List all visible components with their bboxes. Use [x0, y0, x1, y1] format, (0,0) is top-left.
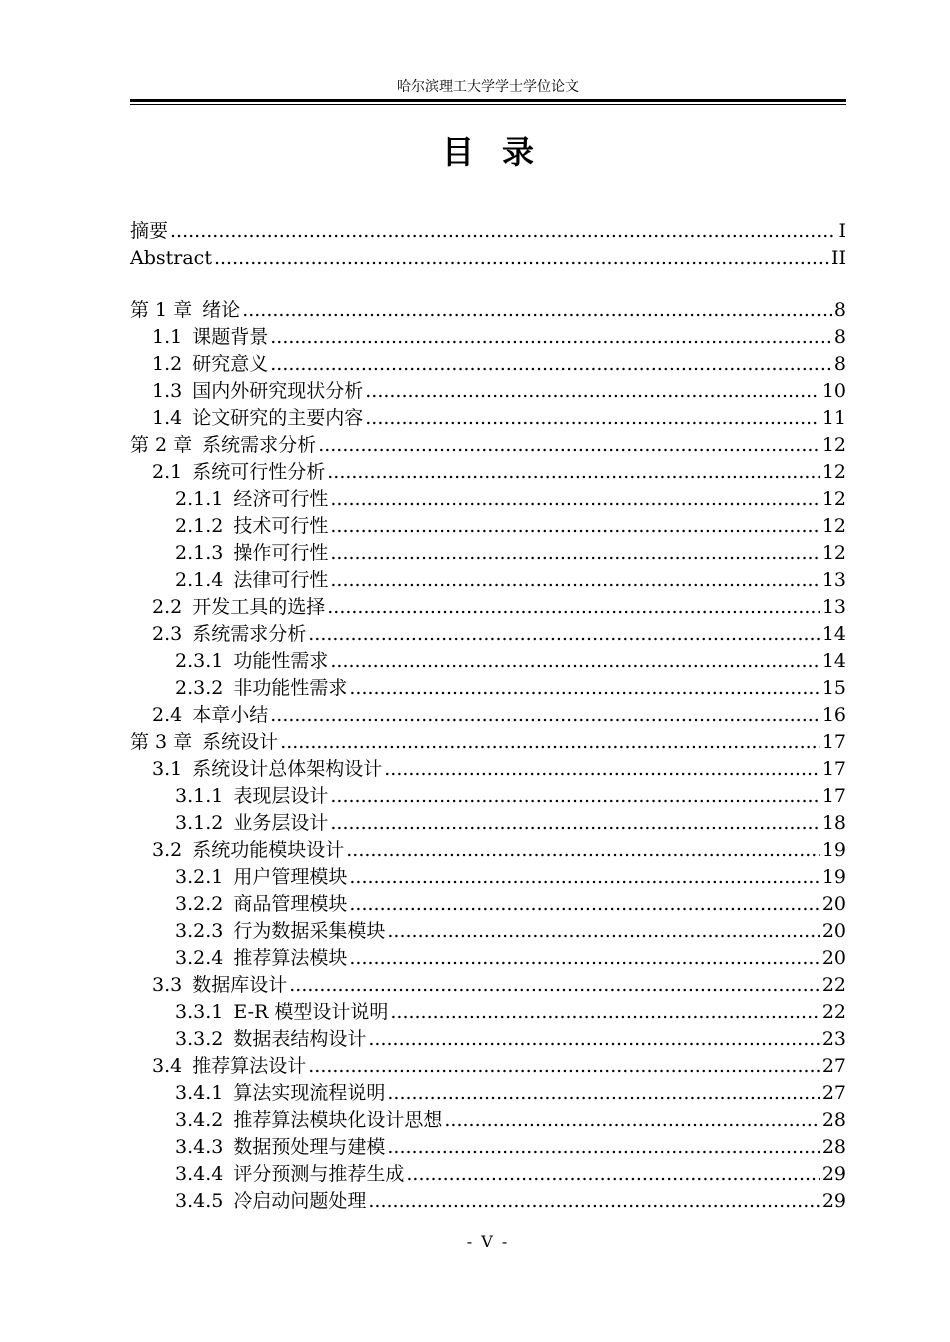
toc-entry-number: 2.1.4: [175, 569, 224, 591]
toc-entry-page: 16: [821, 704, 846, 726]
toc-entry-page: 8: [833, 353, 846, 375]
toc-entry[interactable]: [130, 567, 846, 594]
toc-entry[interactable]: [130, 218, 846, 245]
toc-entry[interactable]: [130, 245, 846, 272]
toc-title: 目录: [441, 133, 562, 171]
toc-entry-label: 开发工具的选择: [192, 596, 326, 618]
toc-dot-leader: [318, 432, 820, 459]
toc-dot-leader: [349, 945, 819, 972]
toc-entry-label: 业务层设计: [233, 812, 329, 834]
toc-dot-leader: [387, 1080, 819, 1107]
toc-entry-label: 数据表结构设计: [233, 1028, 367, 1050]
toc-entry-page: 27: [821, 1082, 846, 1104]
header-rule-thin: [130, 104, 846, 105]
toc-entry-label: 国内外研究现状分析: [192, 380, 364, 402]
toc-dot-leader: [349, 891, 819, 918]
toc-entry[interactable]: [130, 864, 846, 891]
toc-entry-number: 第 1 章: [130, 299, 193, 321]
toc-entry-number: 3.3.1: [175, 1001, 224, 1023]
toc-entry-page: 12: [821, 461, 846, 483]
toc-entry-label: 本章小结: [192, 704, 269, 726]
toc-entry-page: 14: [821, 623, 846, 645]
toc-entry-number: 3.4.3: [175, 1136, 224, 1158]
toc-dot-leader: [368, 1026, 819, 1053]
toc-dot-leader: [444, 1107, 819, 1134]
toc-entry-label: 非功能性需求: [233, 677, 348, 699]
toc-entry[interactable]: [130, 1188, 846, 1215]
toc-dot-leader: [387, 918, 819, 945]
toc-entry[interactable]: [130, 837, 846, 864]
toc-entry[interactable]: [130, 621, 846, 648]
toc-entry[interactable]: [130, 810, 846, 837]
toc-entry-page: 20: [821, 947, 846, 969]
toc-entry-label: 绪论: [202, 299, 241, 321]
toc-entry-page: 20: [821, 893, 846, 915]
toc-entry-number: 3.4.2: [175, 1109, 224, 1131]
toc-dot-leader: [170, 218, 836, 245]
toc-dot-leader: [365, 405, 820, 432]
toc-entry-page: II: [830, 247, 846, 269]
toc-entry-number: 3.2.3: [175, 920, 224, 942]
toc-entry-page: 10: [821, 380, 846, 402]
toc-entry-label: 操作可行性: [233, 542, 329, 564]
toc-entry-page: 12: [821, 515, 846, 537]
toc-dot-leader: [349, 864, 819, 891]
toc-entry-label: 系统需求分析: [202, 434, 317, 456]
toc-entry[interactable]: [130, 675, 846, 702]
toc-entry[interactable]: [130, 1080, 846, 1107]
toc-entry-page: 22: [821, 974, 846, 996]
toc-entry-label: 数据预处理与建模: [233, 1136, 386, 1158]
toc-entry-label: 技术可行性: [233, 515, 329, 537]
toc-entry-number: 3.2.1: [175, 866, 224, 888]
running-header: 哈尔滨理工大学学士学位论文: [397, 79, 579, 95]
toc-entry-page: 12: [821, 488, 846, 510]
toc-entry-page: 13: [821, 596, 846, 618]
toc-entry[interactable]: [130, 729, 846, 756]
toc-dot-leader: [368, 1188, 819, 1215]
header-rule-thick: [130, 99, 846, 102]
toc-entry-label: 系统设计总体架构设计: [192, 758, 383, 780]
toc-entry-page: 20: [821, 920, 846, 942]
toc-entry[interactable]: [130, 1107, 846, 1134]
toc-entry-number: 3.1.1: [175, 785, 224, 807]
toc-entry[interactable]: [130, 378, 846, 405]
toc-entry-number: 2.4: [152, 704, 183, 726]
toc-entry[interactable]: [130, 486, 846, 513]
toc-dot-leader: [330, 567, 819, 594]
toc-entry[interactable]: [130, 891, 846, 918]
toc-dot-leader: [270, 351, 832, 378]
toc-entry[interactable]: [130, 918, 846, 945]
toc-entry-label: 系统可行性分析: [192, 461, 326, 483]
toc-entry-label: 系统功能模块设计: [192, 839, 345, 861]
toc-entry-label: 推荐算法模块化设计思想: [233, 1109, 443, 1131]
toc-entry-number: 第 2 章: [130, 434, 193, 456]
toc-entry-page: 12: [821, 434, 846, 456]
toc-entry[interactable]: [130, 999, 846, 1026]
toc-entry-label: 推荐算法设计: [192, 1055, 307, 1077]
toc-entry-number: 1.2: [152, 353, 183, 375]
toc-entry-label: 数据库设计: [192, 974, 288, 996]
toc-entry[interactable]: [130, 1026, 846, 1053]
toc-entry-label: 冷启动问题处理: [233, 1190, 367, 1212]
toc-entry[interactable]: [130, 351, 846, 378]
toc-entry-number: 2.3.2: [175, 677, 224, 699]
toc-dot-leader: [365, 378, 820, 405]
toc-entry-page: 23: [821, 1028, 846, 1050]
toc-entry-number: 3.1: [152, 758, 183, 780]
toc-dot-leader: [330, 513, 819, 540]
toc-dot-leader: [214, 245, 829, 272]
toc-entry-page: 8: [833, 299, 846, 321]
toc-entry-page: 27: [821, 1055, 846, 1077]
toc-entry[interactable]: [130, 594, 846, 621]
toc-entry-page: 17: [821, 758, 846, 780]
toc-entry-number: 3.2.4: [175, 947, 224, 969]
toc-entry-label: Abstract: [130, 247, 212, 269]
toc-dot-leader: [346, 837, 820, 864]
toc-entry-label: 系统需求分析: [192, 623, 307, 645]
toc-entry[interactable]: [130, 405, 846, 432]
toc-dot-leader: [280, 729, 820, 756]
toc-entry-label: 算法实现流程说明: [233, 1082, 386, 1104]
toc-dot-leader: [330, 648, 819, 675]
toc-entry-label: 推荐算法模块: [233, 947, 348, 969]
toc-entry-label: 商品管理模块: [233, 893, 348, 915]
toc-dot-leader: [330, 486, 819, 513]
toc-entry-number: 3.2.2: [175, 893, 224, 915]
toc-entry[interactable]: [130, 432, 846, 459]
toc-entry[interactable]: [130, 1161, 846, 1188]
toc-entry[interactable]: [130, 324, 846, 351]
toc-dot-leader: [387, 1134, 819, 1161]
toc-entry-label: 表现层设计: [233, 785, 329, 807]
toc-entry-number: 3.2: [152, 839, 183, 861]
toc-entry[interactable]: [130, 756, 846, 783]
toc-dot-leader: [349, 675, 819, 702]
toc-entry-page: 17: [821, 731, 846, 753]
toc-dot-leader: [384, 756, 820, 783]
toc-entry[interactable]: [130, 1053, 846, 1080]
toc-entry-label: 法律可行性: [233, 569, 329, 591]
toc-entry[interactable]: [130, 972, 846, 999]
toc-entry-page: 13: [821, 569, 846, 591]
toc-entry[interactable]: [130, 648, 846, 675]
toc-entry[interactable]: [130, 459, 846, 486]
toc-dot-leader: [270, 702, 820, 729]
toc-entry-number: 3.4: [152, 1055, 183, 1077]
toc-entry[interactable]: [130, 513, 846, 540]
toc-entry-number: 2.3: [152, 623, 183, 645]
toc-dot-leader: [308, 1053, 820, 1080]
toc-dot-leader: [242, 297, 832, 324]
toc-dot-leader: [330, 540, 819, 567]
toc-entry-page: 29: [821, 1190, 846, 1212]
toc-entry-label: 用户管理模块: [233, 866, 348, 888]
toc-entry-number: 3.3: [152, 974, 183, 996]
toc-entry[interactable]: [130, 783, 846, 810]
toc-entry-label: 评分预测与推荐生成: [233, 1163, 405, 1185]
toc-entry-number: 3.3.2: [175, 1028, 224, 1050]
toc-entry[interactable]: [130, 702, 846, 729]
toc-entry-label: 论文研究的主要内容: [192, 407, 364, 429]
toc-entry-page: 19: [821, 839, 846, 861]
toc-entry-page: I: [838, 220, 846, 242]
toc-entry-page: 11: [821, 407, 846, 429]
toc-entry-page: 28: [821, 1109, 846, 1131]
toc-dot-leader: [327, 459, 820, 486]
toc-entry-label: 摘要: [130, 220, 169, 242]
toc-entry-label: 行为数据采集模块: [233, 920, 386, 942]
toc-entry-page: 18: [821, 812, 846, 834]
toc-entry-number: 2.1: [152, 461, 183, 483]
toc-entry-number: 2.1.3: [175, 542, 224, 564]
toc-entry-label: 研究意义: [192, 353, 269, 375]
toc-entry-page: 8: [833, 326, 846, 348]
toc-entry-number: 2.2: [152, 596, 183, 618]
toc-entry-number: 1.3: [152, 380, 183, 402]
toc-entry-number: 1.1: [152, 326, 183, 348]
toc-entry-number: 2.1.2: [175, 515, 224, 537]
toc-entry-number: 第 3 章: [130, 731, 193, 753]
toc-entry-number: 3.4.4: [175, 1163, 224, 1185]
toc-entry[interactable]: [130, 297, 846, 324]
toc-entry-page: 29: [821, 1163, 846, 1185]
toc-entry-page: 19: [821, 866, 846, 888]
toc-entry-page: 22: [821, 1001, 846, 1023]
toc-entry[interactable]: [130, 1134, 846, 1161]
toc-dot-leader: [308, 621, 820, 648]
toc-entry-number: 2.3.1: [175, 650, 224, 672]
toc-entry[interactable]: [130, 945, 846, 972]
toc-dot-leader: [406, 1161, 819, 1188]
toc-entry-label: 课题背景: [192, 326, 269, 348]
toc-entry-page: 17: [821, 785, 846, 807]
toc-entry-label: E-R 模型设计说明: [233, 1001, 389, 1023]
toc-entry-label: 功能性需求: [233, 650, 329, 672]
toc-entry-page: 28: [821, 1136, 846, 1158]
toc-entry[interactable]: [130, 540, 846, 567]
toc-entry-number: 3.1.2: [175, 812, 224, 834]
toc-entry-label: 经济可行性: [233, 488, 329, 510]
table-of-contents: [130, 218, 846, 1215]
toc-entry-number: 3.4.5: [175, 1190, 224, 1212]
page-number-footer: - V -: [466, 1232, 510, 1251]
toc-dot-leader: [327, 594, 820, 621]
toc-entry-number: 3.4.1: [175, 1082, 224, 1104]
toc-dot-leader: [390, 999, 819, 1026]
toc-entry-label: 系统设计: [202, 731, 279, 753]
toc-dot-leader: [330, 810, 819, 837]
toc-dot-leader: [270, 324, 832, 351]
toc-entry-number: 1.4: [152, 407, 183, 429]
toc-entry-page: 12: [821, 542, 846, 564]
toc-entry-number: 2.1.1: [175, 488, 224, 510]
toc-dot-leader: [330, 783, 819, 810]
toc-entry-page: 14: [821, 650, 846, 672]
toc-entry-page: 15: [821, 677, 846, 699]
toc-dot-leader: [289, 972, 820, 999]
